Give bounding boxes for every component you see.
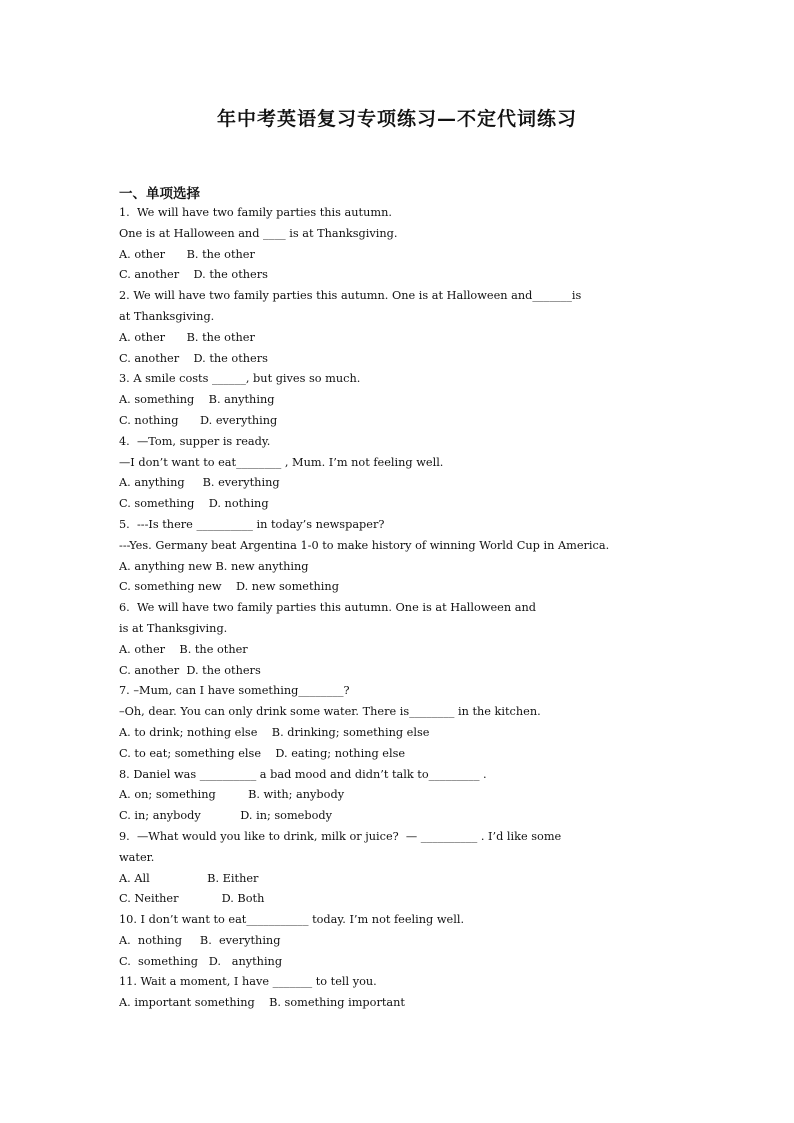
text-line: 2. We will have two family parties this autumn. One is at Halloween and_______is [119, 289, 582, 303]
question-lines [119, 203, 685, 1014]
text-line: –Oh, dear. You can only drink some water. There is________ in the kitchen. [119, 705, 541, 719]
text-line: 1. We will have two family parties this autumn. [119, 206, 392, 219]
text-line: A. other B. the other [119, 247, 255, 261]
text-line: A. to drink; nothing else B. drinking; something else [119, 725, 430, 739]
section-heading: 一、单项选择 [119, 186, 200, 202]
text-line: C. something D. nothing [119, 497, 269, 511]
text-line: A. anything B. everything [119, 476, 280, 490]
text-line: ---Yes. Germany beat Argentina 1-0 to make history of winning World Cup in America. [119, 538, 610, 552]
text-line: 8. Daniel was __________ a bad mood and didn’t talk to_________ . [119, 767, 487, 781]
text-line: A. anything new B. new anything [119, 559, 309, 573]
text-line: A. other B. the other [119, 642, 248, 656]
text-line: 3. A smile costs ______, but gives so much. [119, 372, 361, 386]
text-line: A. important something B. something important [119, 996, 405, 1010]
text-line: One is at Halloween and ____ is at Thanksgiving. [119, 226, 398, 240]
text-line: —I don’t want to eat________ , Mum. I’m not feeling well. [119, 455, 444, 469]
text-line: C. another D. the others [119, 351, 268, 365]
text-line: 5. ---Is there __________ in today’s newspaper? [119, 517, 385, 531]
text-line: A. on; something B. with; anybody [119, 788, 345, 802]
text-line: A. nothing B. everything [119, 933, 281, 947]
text-line: C. something D. anything [119, 954, 283, 968]
text-line: A. other B. the other [119, 330, 255, 344]
text-line: 6. We will have two family parties this autumn. One is at Halloween and [119, 601, 536, 615]
text-line: water. [119, 850, 155, 864]
text-line: C. another D. the others [119, 268, 268, 282]
text-line: C. something new D. new something [119, 580, 339, 594]
text-line: 11. Wait a moment, I have _______ to tell you. [119, 975, 377, 989]
document-title: 年中考英语复习专项练习—不定代词练习 [216, 108, 577, 130]
text-line: C. in; anybody D. in; somebody [119, 809, 333, 823]
text-line: 4. —Tom, supper is ready. [119, 434, 271, 448]
text-line: A. something B. anything [119, 393, 275, 407]
text-line: C. another D. the others [119, 663, 261, 677]
text-line: A. All B. Either [119, 871, 259, 885]
text-line: at Thanksgiving. [119, 309, 215, 323]
text-line: is at Thanksgiving. [119, 621, 228, 635]
text-line: 7. –Mum, can I have something________? [119, 684, 350, 698]
text-line: C. nothing D. everything [119, 413, 278, 427]
text-line: 10. I don’t want to eat___________ today. I’m not feeling well. [119, 913, 465, 927]
text-line: 9. —What would you like to drink, milk or juice? — __________ . I’d like some [119, 829, 562, 843]
text-line: C. to eat; something else D. eating; nothing else [119, 746, 406, 760]
text-line: C. Neither D. Both [119, 892, 265, 906]
